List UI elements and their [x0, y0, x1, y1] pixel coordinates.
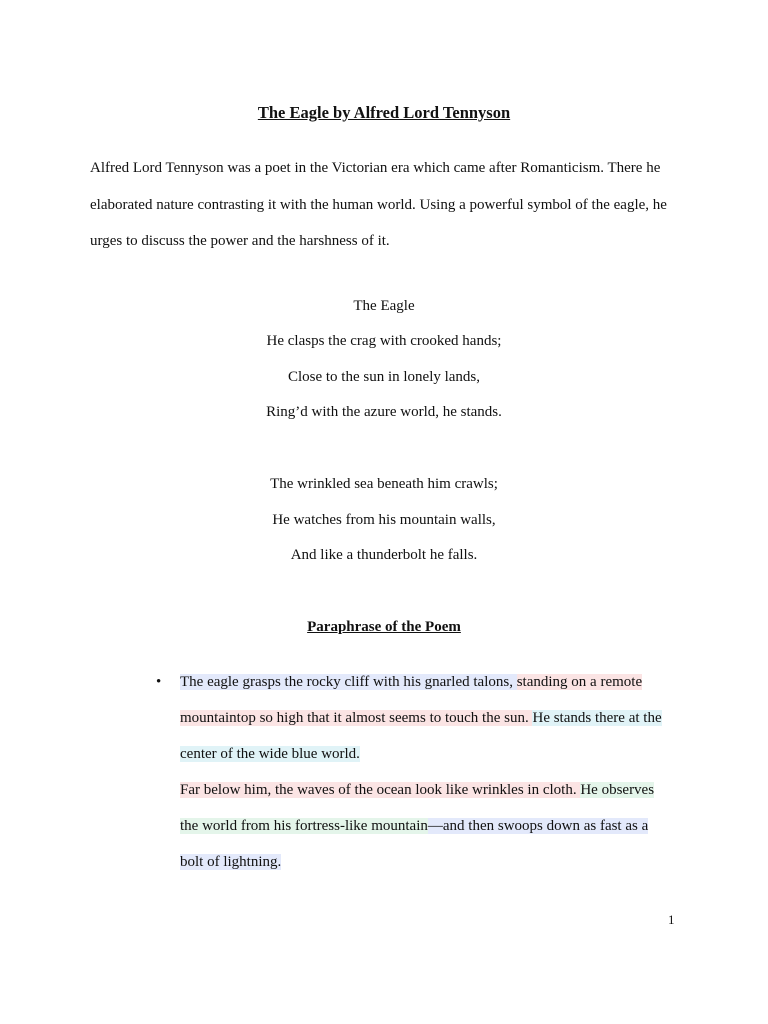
paraphrase-line: [180, 744, 360, 764]
page-number: 1: [668, 912, 675, 927]
poem-line: He watches from his mountain walls,: [272, 512, 496, 528]
poem-line: Ring’d with the azure world, he stands.: [266, 404, 502, 420]
highlight-segment: the world from his fortress-like mountain: [180, 818, 428, 834]
poem-line: The wrinkled sea beneath him crawls;: [270, 476, 498, 492]
highlight-segment: bolt of lightning.: [180, 854, 282, 870]
intro-line: urges to discuss the power and the harshness of it.: [90, 233, 390, 249]
poem-title: The Eagle: [353, 298, 415, 314]
highlight-segment: —and then swoops down as fast as a: [427, 818, 649, 834]
highlight-segment: center of the wide blue world.: [180, 746, 360, 762]
paraphrase-line: [180, 708, 662, 728]
document-title: The Eagle by Alfred Lord Tennyson: [257, 103, 511, 122]
poem-line: And like a thunderbolt he falls.: [290, 547, 478, 563]
paraphrase-line: [180, 780, 654, 800]
poem-line: Close to the sun in lonely lands,: [287, 369, 481, 385]
highlight-segment: Far below him, the waves of the ocean look like wrinkles in cloth.: [180, 782, 581, 798]
intro-line: Alfred Lord Tennyson was a poet in the Victorian era which came after Romanticism. There he: [90, 160, 661, 176]
paraphrase-line: [180, 852, 281, 872]
poem-line: He clasps the crag with crooked hands;: [266, 333, 502, 349]
intro-line: elaborated nature contrasting it with the human world. Using a powerful symbol of the eagle, he: [90, 196, 667, 213]
intro-paragraph: [90, 150, 690, 260]
paraphrase-heading: Paraphrase of the Poem: [307, 619, 461, 635]
highlight-segment: He stands there at the: [532, 710, 662, 726]
paraphrase-line: [180, 816, 648, 836]
highlight-segment: He observes: [580, 782, 655, 798]
bullet-marker: •: [156, 674, 162, 690]
highlight-segment: standing on a remote: [516, 674, 643, 690]
highlight-segment: mountaintop so high that it almost seems to touch the sun.: [180, 710, 533, 726]
highlight-segment: The eagle grasps the rocky cliff with his gnarled talons,: [180, 674, 517, 690]
paraphrase-line: [180, 672, 642, 692]
